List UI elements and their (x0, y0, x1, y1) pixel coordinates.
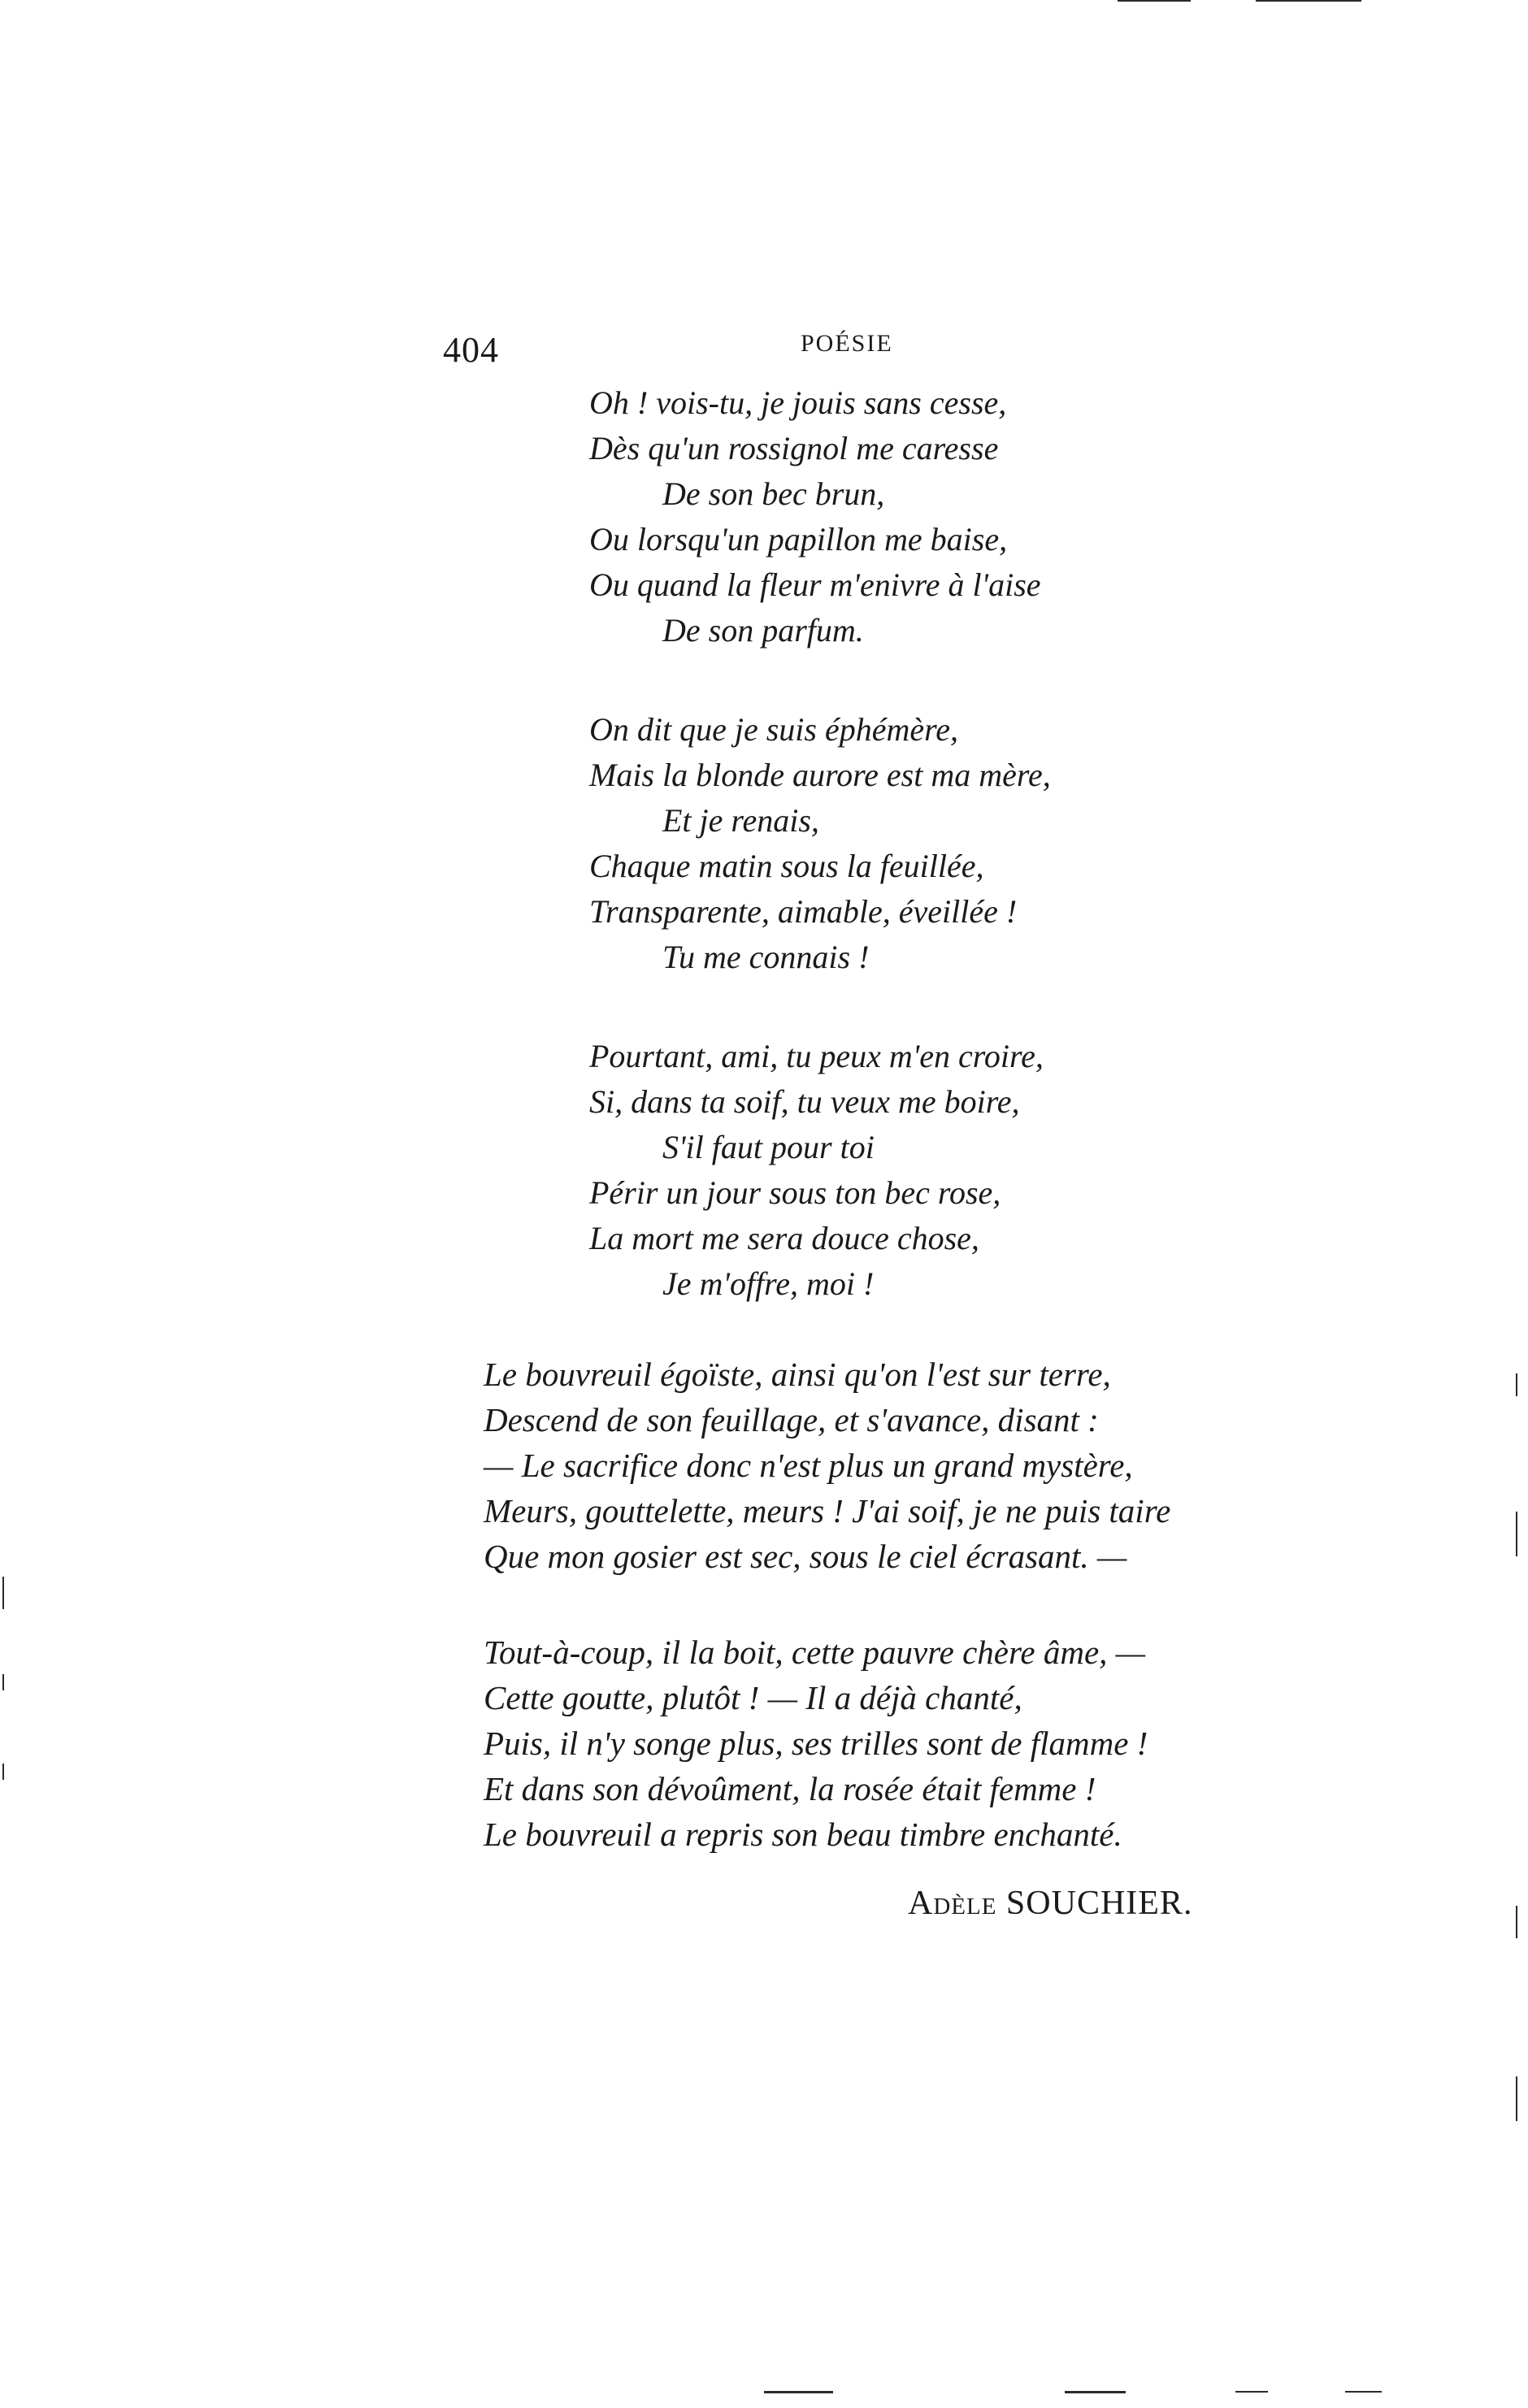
poem-line: Meurs, gouttelette, meurs ! J'ai soif, je ne puis taire (484, 1492, 1171, 1529)
scan-mark (2, 1764, 4, 1780)
poem-line: Si, dans ta soif, tu veux me boire, (589, 1083, 1020, 1120)
author-last-name: SOUCHIER. (1005, 1885, 1193, 1922)
scan-mark (1516, 1906, 1517, 1938)
poem-stanza-3 (589, 1034, 1044, 1307)
scan-mark (1516, 2076, 1517, 2121)
poem-line: Pourtant, ami, tu peux m'en croire, (589, 1038, 1044, 1074)
poem-line: Ou lorsqu'un papillon me baise, (589, 521, 1008, 558)
poem-line: — Le sacrifice donc n'est plus un grand mystère, (484, 1447, 1133, 1484)
poem-line: Oh ! vois-tu, je jouis sans cesse, (589, 384, 1007, 421)
poem-line: Et je renais, (662, 802, 819, 839)
running-head: POÉSIE (801, 330, 893, 357)
poem-line: Périr un jour sous ton bec rose, (589, 1174, 1001, 1211)
poem-line: Je m'offre, moi ! (662, 1265, 875, 1302)
poem-line: Puis, il n'y songe plus, ses trilles sont de flamme ! (484, 1725, 1148, 1762)
poem-line: S'il faut pour toi (662, 1129, 875, 1165)
poem-line: Tu me connais ! (662, 939, 870, 975)
poem-line: Chaque matin sous la feuillée, (589, 848, 984, 884)
poem-line: La mort me sera douce chose, (589, 1220, 979, 1256)
scan-mark (1065, 2391, 1126, 2393)
page-number: 404 (443, 330, 499, 370)
poem-stanza-2 (589, 707, 1051, 980)
poem-stanza-5 (484, 1629, 1148, 1857)
scan-mark (2, 1674, 4, 1690)
scan-mark (1118, 0, 1191, 2)
scan-mark (1345, 2391, 1382, 2393)
poem-line: Et dans son dévoûment, la rosée était femme ! (484, 1770, 1096, 1807)
scan-mark (1516, 1512, 1517, 1556)
scan-mark (2, 1577, 4, 1609)
scan-mark (764, 2391, 833, 2393)
poem-line: De son bec brun, (662, 475, 885, 512)
poem-line: Mais la blonde aurore est ma mère, (589, 757, 1051, 793)
poem-line: Le bouvreuil a repris son beau timbre enchanté. (484, 1816, 1122, 1853)
poem-stanza-4 (484, 1352, 1170, 1579)
author-signature (908, 1884, 1192, 1923)
poem-stanza-1 (589, 380, 1041, 653)
poem-line: Transparente, aimable, éveillée ! (589, 893, 1018, 930)
poem-line: Dès qu'un rossignol me caresse (589, 430, 999, 466)
scan-mark (1256, 0, 1361, 2)
poem-line: Descend de son feuillage, et s'avance, disant : (484, 1401, 1099, 1438)
poem-line: Que mon gosier est sec, sous le ciel écrasant. — (484, 1538, 1127, 1575)
poem-line: On dit que je suis éphémère, (589, 711, 958, 748)
scan-mark (1235, 2391, 1268, 2393)
poem-line: Ou quand la fleur m'enivre à l'aise (589, 566, 1041, 603)
scan-mark (1516, 1373, 1517, 1396)
author-first-name: Adèle (908, 1885, 997, 1922)
poem-line: De son parfum. (662, 612, 864, 649)
poem-line: Tout-à-coup, il la boit, cette pauvre chère âme, — (484, 1634, 1146, 1671)
poem-line: Le bouvreuil égoïste, ainsi qu'on l'est sur terre, (484, 1356, 1111, 1393)
poem-line: Cette goutte, plutôt ! — Il a déjà chanté, (484, 1679, 1022, 1716)
